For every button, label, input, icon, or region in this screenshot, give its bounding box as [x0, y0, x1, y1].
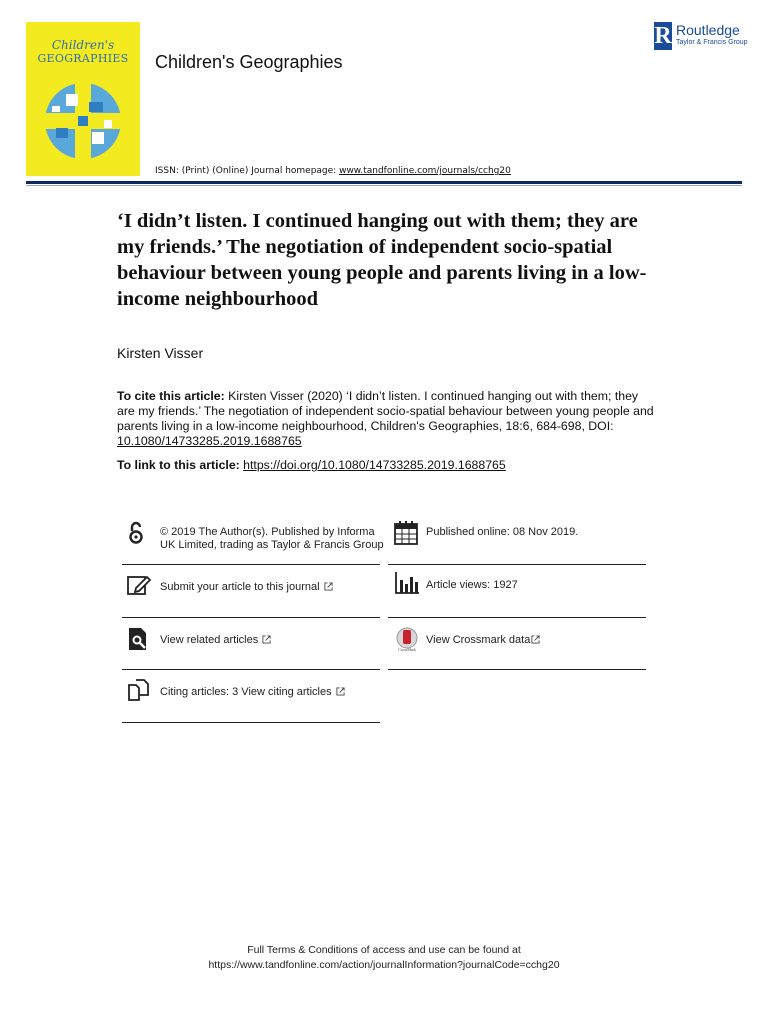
crossmark-label: View Crossmark data: [426, 634, 531, 646]
cover-title-line2: GEOGRAPHIES: [37, 52, 129, 65]
crossmark-link[interactable]: [426, 634, 540, 647]
external-link-icon: [324, 582, 333, 591]
grid-divider: [388, 617, 646, 618]
cover-title-line1: Children's: [51, 38, 115, 52]
routledge-r-icon: R: [654, 23, 672, 49]
footer-terms-link[interactable]: https://www.tandfonline.com/action/journalInformation?journalCode=cchg20: [208, 959, 560, 971]
citing-articles-label: Citing articles: 3 View citing articles: [160, 686, 332, 698]
related-articles-label: View related articles: [160, 634, 259, 646]
bar-chart-icon: [394, 570, 420, 596]
journal-homepage-link[interactable]: www.tandfonline.com/journals/cchg20: [339, 166, 511, 176]
external-link-icon: [262, 635, 271, 644]
article-title: ‘I didn’t listen. I continued hanging out with them; they are my friends.’ The negotiation of independent socio-spatial behaviour between young people and parents living in a low-income neighbourhood: [117, 210, 647, 310]
citation-block: [117, 389, 657, 449]
link-label: To link to this article:: [117, 458, 244, 472]
publisher-group: Taylor & Francis Group: [676, 39, 748, 46]
grid-divider: [122, 722, 380, 723]
grid-divider: [122, 564, 380, 565]
cite-doi-link[interactable]: 10.1080/14733285.2019.1688765: [117, 434, 302, 448]
related-articles-link[interactable]: [160, 634, 271, 647]
calendar-icon: [393, 520, 419, 546]
citing-articles-icon: [126, 677, 152, 703]
article-author: Kirsten Visser: [117, 345, 204, 361]
published-date: Published online: 08 Nov 2019.: [426, 526, 579, 538]
publisher-logo: [654, 22, 750, 52]
crossmark-badge-text: CrossMark: [398, 647, 416, 652]
license-text: © 2019 The Author(s). Published by Informa UK Limited, trading as Taylor & Francis Group: [160, 526, 384, 551]
grid-divider: [388, 669, 646, 670]
cover-artwork: [42, 80, 124, 162]
submit-article-link[interactable]: [160, 581, 333, 594]
related-articles-icon: [126, 626, 152, 652]
external-link-icon: [531, 635, 540, 644]
journal-cover: [26, 22, 140, 176]
article-link-block: [117, 458, 677, 472]
footer: [0, 943, 768, 973]
header-divider: [26, 181, 742, 184]
grid-divider: [122, 669, 380, 670]
edit-icon: [126, 572, 152, 598]
publisher-name: Routledge: [676, 22, 740, 38]
external-link-icon: [336, 687, 345, 696]
issn-prefix: ISSN: (Print) (Online) Journal homepage:: [155, 166, 340, 176]
journal-name: Children's Geographies: [155, 52, 343, 72]
cite-text: Kirsten Visser (2020) ‘I didn’t listen. I continued hanging out with them; they are my friends.’ The negotiation of independent socio-spatial behaviour between young people and parents living in a low-income neighbourhood, Children's Geographies, 18:6, 684-698, DOI:: [117, 389, 654, 433]
citing-articles-link[interactable]: [160, 686, 345, 699]
submit-article-label: Submit your article to this journal: [160, 581, 320, 593]
grid-divider: [388, 564, 646, 565]
grid-divider: [122, 617, 380, 618]
article-views: Article views: 1927: [426, 579, 518, 591]
open-access-icon: [123, 520, 149, 546]
header-divider-thin: [26, 185, 742, 186]
footer-line1: Full Terms & Conditions of access and use can be found at: [247, 944, 521, 956]
cite-label: To cite this article:: [117, 389, 225, 403]
article-doi-link[interactable]: https://doi.org/10.1080/14733285.2019.1688765: [243, 458, 506, 472]
issn-line: [155, 166, 511, 176]
